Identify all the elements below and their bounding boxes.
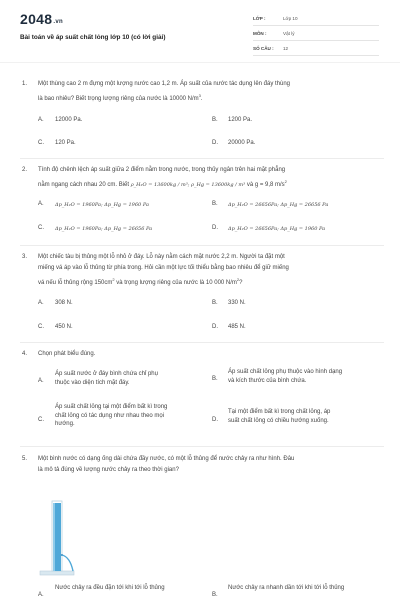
superscript: 3: [198, 93, 201, 98]
tube-illustration: [38, 497, 82, 577]
question-text-line: Một bình nước có dạng ống dài chứa đầy nước, có một lỗ thủng để nước chảy ra như hình. Đâu: [38, 456, 295, 462]
question-text-line: [38, 90, 384, 105]
option-text-line: thuộc vào diện tích mặt đáy.: [55, 379, 130, 386]
subject-value: Vật lý: [283, 31, 295, 36]
option-letter: A.: [38, 117, 44, 123]
option-a[interactable]: [55, 370, 158, 387]
question-text-line: miếng vá áp vào lỗ thủng từ phía trong. Hỏi cần một lực tối thiểu bằng bao nhiêu để giữ miếng: [38, 265, 289, 271]
class-label: LỚP :: [253, 16, 266, 21]
question-text: [38, 252, 384, 289]
option-text-line: Áp suất nước ở đáy bình chứa chỉ phụ: [55, 371, 158, 377]
question-text: Chọn phát biểu đúng.: [38, 351, 96, 357]
site-logo[interactable]: [20, 11, 63, 27]
option-text-line: Áp suất chất lỏng phụ thuộc vào hình dạng: [228, 369, 343, 375]
count-label: SỐ CÂU :: [253, 46, 274, 51]
superscript: 2: [112, 277, 115, 282]
option-a[interactable]: 308 N.: [55, 300, 73, 306]
question-number: 1.: [22, 81, 28, 87]
question-text-line: [38, 176, 384, 191]
option-letter: B.: [212, 592, 218, 598]
subject-label: MÔN :: [253, 31, 267, 36]
count-value: 12: [283, 46, 289, 51]
option-b[interactable]: Nước chảy ra nhanh dần tới khi tới lỗ thủng: [228, 585, 345, 591]
option-letter: B.: [212, 117, 218, 123]
question-text-line: [38, 274, 384, 289]
option-text-line: Áp suất chất lỏng tại một điểm bất kì trong: [55, 404, 168, 410]
logo-tld: .vn: [53, 19, 63, 25]
option-letter: C.: [38, 417, 44, 423]
option-letter: D.: [212, 140, 218, 146]
question-text-line: Một chiếc tàu bị thủng một lỗ nhỏ ở đáy. Lỗ này nằm cách mặt nước 2,2 m. Người ta đặt một: [38, 254, 285, 260]
option-text-line: Tại một điểm bất kì trong chất lỏng, áp: [228, 409, 331, 415]
option-d[interactable]: 485 N.: [228, 324, 246, 330]
superscript: 2: [236, 277, 240, 282]
option-a[interactable]: 12000 Pa.: [55, 117, 83, 123]
text-span: ?: [239, 280, 243, 286]
text-span: và g = 9,8 m/s: [246, 182, 285, 188]
option-c[interactable]: Δp_H₂O = 1960Pa; Δp_Hg = 26656 Pa: [55, 226, 153, 232]
option-text-line: hướng.: [55, 421, 75, 427]
option-b[interactable]: 330 N.: [228, 300, 246, 306]
question-text-line: Tính độ chênh lệch áp suất giữa 2 điểm nằm trong nước, trong thủy ngân trên hai mặt phẳng: [38, 167, 286, 173]
option-c[interactable]: 450 N.: [55, 324, 73, 330]
option-text-line: chất lỏng có tác dụng như nhau theo mọi: [55, 412, 165, 419]
text-span: nằm ngang cách nhau 20 cm. Biết: [38, 182, 130, 188]
option-d[interactable]: 20000 Pa.: [228, 140, 256, 146]
question-text-line: là mô tả đúng về lượng nước chảy ra theo thời gian?: [38, 467, 179, 473]
option-letter: D.: [212, 225, 218, 231]
question-divider: [20, 342, 384, 343]
question-divider: [20, 245, 384, 246]
header-divider: [0, 62, 400, 63]
question-divider: [20, 158, 384, 159]
class-value: Lớp 10: [283, 16, 298, 21]
document-title: Bài toán về áp suất chất lỏng lớp 10 (có lời giải): [20, 34, 166, 41]
text-span: vá nếu lỗ thủng rộng 150cm: [38, 280, 113, 286]
option-letter: A.: [38, 300, 44, 306]
question-number: 4.: [22, 351, 28, 357]
option-letter: C.: [38, 225, 44, 231]
option-b[interactable]: 1200 Pa.: [228, 117, 253, 123]
option-text-line: suất chất lỏng có chiều hướng xuống.: [228, 417, 329, 424]
superscript: 2: [284, 179, 287, 184]
question-text: [38, 79, 384, 105]
option-c[interactable]: 120 Pa.: [55, 140, 76, 146]
text-span: là bao nhiêu? Biết trọng lượng riêng của nước là 10000 N/m: [38, 96, 199, 102]
option-letter: B.: [212, 376, 218, 382]
question-text-line: Một thùng cao 2 m đựng một lượng nước cao 1,2 m. Áp suất của nước tác dụng lên đáy thùng: [38, 81, 291, 87]
option-letter: B.: [212, 201, 218, 207]
option-letter: C.: [38, 324, 44, 330]
logo-main: 2048: [20, 11, 53, 27]
option-letter: D.: [212, 324, 218, 330]
option-d[interactable]: [228, 408, 330, 425]
question-text: [38, 454, 384, 476]
option-letter: A.: [38, 592, 44, 598]
option-letter: D.: [212, 417, 218, 423]
option-d[interactable]: Δp_H₂O = 26656Pa; Δp_Hg = 1960 Pa: [228, 226, 326, 232]
option-a[interactable]: Nước chảy ra đều đặn tới khi tới lỗ thủng: [55, 585, 165, 591]
density-formula: ρ_H₂O = 13600kg / m³; ρ_Hg = 13600kg / m³: [130, 182, 246, 188]
question-number: 5.: [22, 456, 28, 462]
option-b[interactable]: Δp_H₂O = 26656Pa; Δp_Hg = 26656 Pa: [228, 202, 329, 208]
text-span: và trọng lượng riêng của nước là 10 000 N/m: [114, 280, 237, 286]
option-text-line: và kích thước của bình chứa.: [228, 377, 307, 384]
option-a[interactable]: Δp_H₂O = 1960Pa; Δp_Hg = 1960 Pa: [55, 202, 149, 208]
meta-divider: [253, 40, 379, 41]
question-divider: [20, 446, 384, 447]
meta-divider: [253, 55, 379, 56]
header: [0, 0, 400, 62]
option-letter: A.: [38, 201, 44, 207]
question-number: 3.: [22, 254, 28, 260]
question-number: 2.: [22, 167, 28, 173]
option-letter: B.: [212, 300, 218, 306]
water-tube-image: [38, 497, 82, 577]
question-text: [38, 165, 384, 191]
option-c[interactable]: [55, 403, 167, 429]
text-span: .: [200, 96, 203, 102]
meta-divider: [253, 25, 379, 26]
option-letter: C.: [38, 140, 44, 146]
option-b[interactable]: [228, 368, 342, 385]
option-letter: A.: [38, 378, 44, 384]
